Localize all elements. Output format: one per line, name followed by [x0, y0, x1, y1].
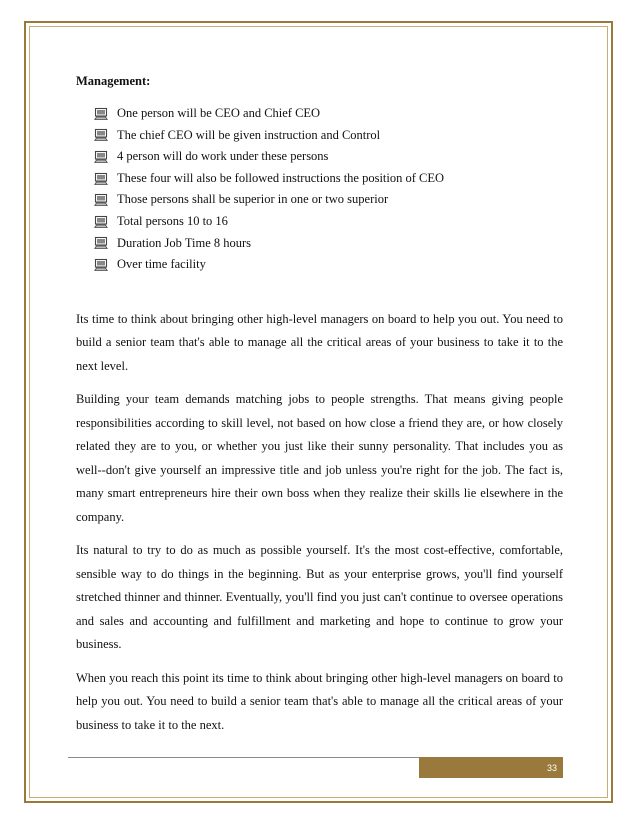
list-item [94, 168, 563, 190]
computer-icon [94, 258, 108, 272]
page-number: 33 [546, 762, 557, 773]
computer-icon [94, 215, 108, 229]
paragraph: Building your team demands matching jobs to people strengths. That means giving people responsibilities according to skill level, not based on how close a friend they are, or how closely related they are to you, or whether you just like their sunny personality. That includes you as well--don't give yourself an impressive title and job unless you're right for the job. The fact is, many smart entrepreneurs hire their own boss when they realize their skills lie elsewhere in the company. [76, 392, 563, 524]
computer-icon [94, 150, 108, 164]
list-item [94, 125, 563, 147]
page-number-box [419, 757, 563, 778]
list-item [94, 254, 563, 276]
paragraph: Its time to think about bringing other high-level managers on board to help you out. You need to build a senior team that's able to manage all the critical areas of your business to take it to the next level. [76, 311, 563, 373]
section-heading: Management: [76, 74, 151, 88]
paragraph: When you reach this point its time to think about bringing other high-level managers on board to help you out. You need to build a senior team that's able to manage all the critical areas of your business to take it to the next. [76, 670, 563, 732]
page-content [76, 64, 563, 747]
bullet-text: These four will also be followed instructions the position of CEO [117, 170, 445, 185]
computer-icon [94, 193, 108, 207]
computer-icon [94, 107, 108, 121]
list-item [94, 146, 563, 168]
bullet-text: The chief CEO will be given instruction and Control [117, 127, 381, 142]
list-item [94, 233, 563, 255]
list-item [94, 103, 563, 125]
list-item [94, 211, 563, 233]
bullet-text: Total persons 10 to 16 [117, 213, 228, 228]
list-item [94, 189, 563, 211]
bullet-text: 4 person will do work under these persons [117, 149, 329, 164]
bullet-text: Those persons shall be superior in one or two superior [117, 192, 389, 207]
computer-icon [94, 172, 108, 186]
paragraph: Its natural to try to do as much as possible yourself. It's the most cost-effective, comfortable, sensible way to do things in the beginning. But as your enterprise grows, you'll find yourself stretched thinner and thinner. Eventually, you'll find you just can't continue to oversee operations and sales and accounting and fulfillment and marketing and hope to continue to grow your business. [76, 543, 563, 652]
computer-icon [94, 236, 108, 250]
bullet-text: Over time facility [117, 257, 206, 272]
computer-icon [94, 128, 108, 142]
bullet-list [76, 103, 563, 276]
bullet-text: One person will be CEO and Chief CEO [117, 106, 321, 120]
bullet-text: Duration Job Time 8 hours [117, 235, 252, 250]
